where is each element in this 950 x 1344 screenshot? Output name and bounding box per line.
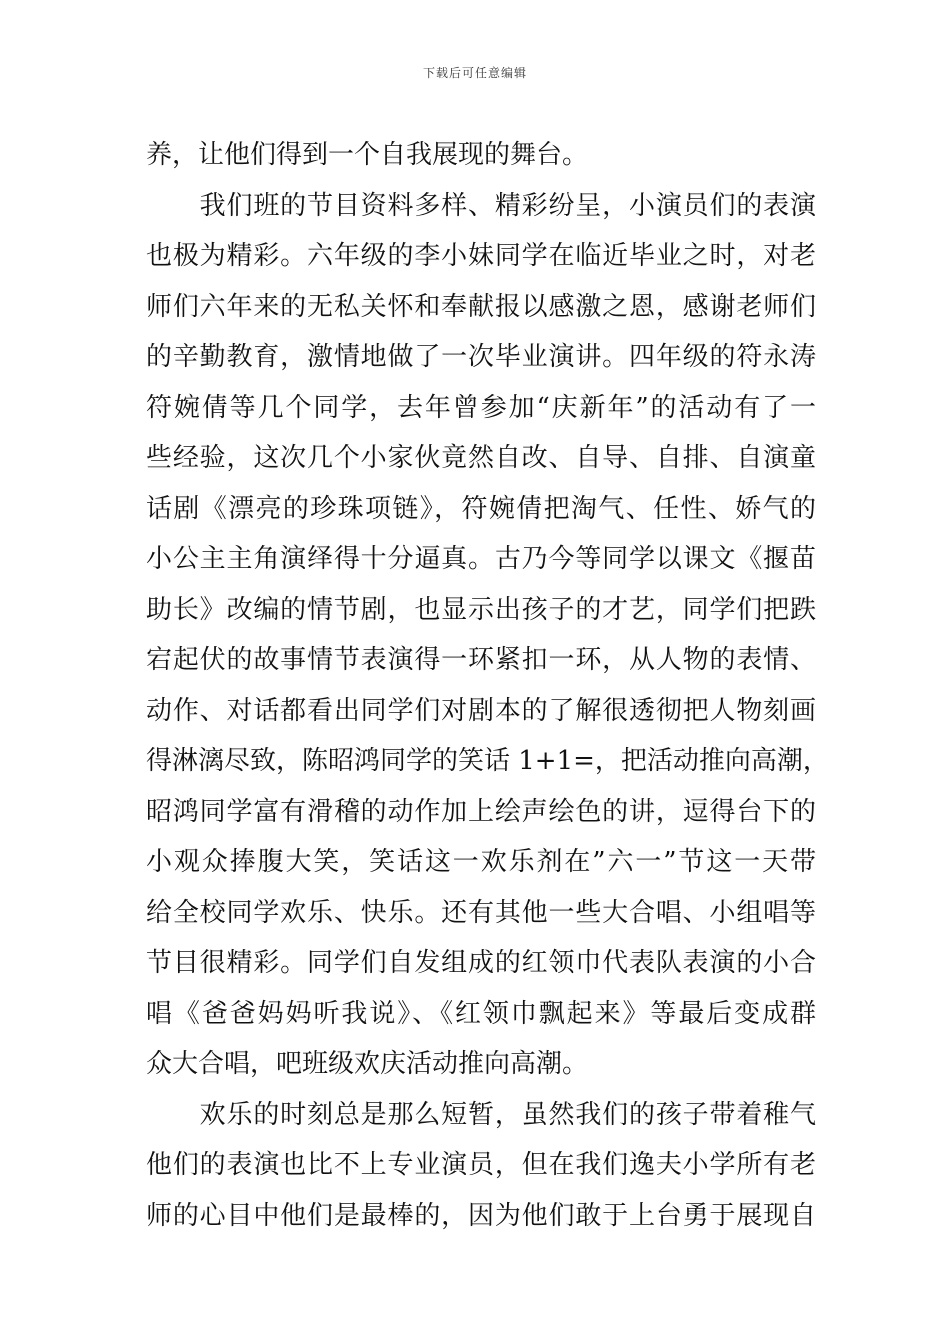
text-line: 小观众捧腹大笑，笑话这一欢乐剂在”六一”节这一天带 bbox=[146, 847, 816, 877]
page-header: 下载后可任意编辑 bbox=[422, 66, 527, 80]
text-line: 话剧《漂亮的珍珠项链》，符婉倩把淘气、任性、娇气的 bbox=[146, 493, 816, 524]
text-line: 我们班的节目资料多样、精彩纷呈，小演员们的表演 bbox=[146, 190, 816, 221]
text-line: 些经验，这次几个小家伙竟然自改、自导、自排、自演童 bbox=[146, 443, 816, 473]
text-line: 节目很精彩。同学们自发组成的红领巾代表队表演的小合 bbox=[146, 948, 816, 978]
text-line: 众大合唱，吧班级欢庆活动推向高潮。 bbox=[146, 1049, 589, 1079]
text-line: 师的心目中他们是最棒的，因为他们敢于上台勇于展现自 bbox=[146, 1200, 816, 1231]
text-line: 他们的表演也比不上专业演员，但在我们逸夫小学所有老 bbox=[146, 1150, 816, 1180]
text-line: 动作、对话都看出同学们对剧本的了解很透彻把人物刻画 bbox=[146, 695, 816, 726]
text-line: 师们六年来的无私关怀和奉献报以感激之恩，感谢老师们 bbox=[146, 291, 816, 322]
text-line: 欢乐的时刻总是那么短暂，虽然我们的孩子带着稚气 bbox=[146, 1099, 816, 1130]
text-line: 给全校同学欢乐、快乐。还有其他一些大合唱、小组唱等 bbox=[146, 897, 816, 928]
text-line: 小公主主角演绎得十分逼真。古乃今等同学以课文《揠苗 bbox=[146, 544, 816, 574]
text-line: 助长》改编的情节剧，也显示出孩子的才艺，同学们把跌 bbox=[146, 594, 816, 625]
text-line: 符婉倩等几个同学，去年曾参加“庆新年”的活动有了一 bbox=[146, 392, 816, 423]
text-line: 养，让他们得到一个自我展现的舞台。 bbox=[146, 140, 589, 170]
text-line: 唱《爸爸妈妈听我说》、《红领巾飘起来》等最后变成群 bbox=[146, 998, 816, 1029]
body-text bbox=[146, 130, 829, 1241]
text-line: 昭鸿同学富有滑稽的动作加上绘声绘色的讲，逗得台下的 bbox=[146, 796, 816, 827]
text-line: 宕起伏的故事情节表演得一环紧扣一环，从人物的表情、 bbox=[146, 645, 816, 675]
text-line: 也极为精彩。六年级的李小妹同学在临近毕业之时，对老 bbox=[146, 241, 816, 271]
text-line: 的辛勤教育，激情地做了一次毕业演讲。四年级的符永涛 bbox=[146, 342, 816, 372]
text-line: 得淋漓尽致，陈昭鸿同学的笑话 1+1=，把活动推向高潮， bbox=[146, 746, 829, 776]
